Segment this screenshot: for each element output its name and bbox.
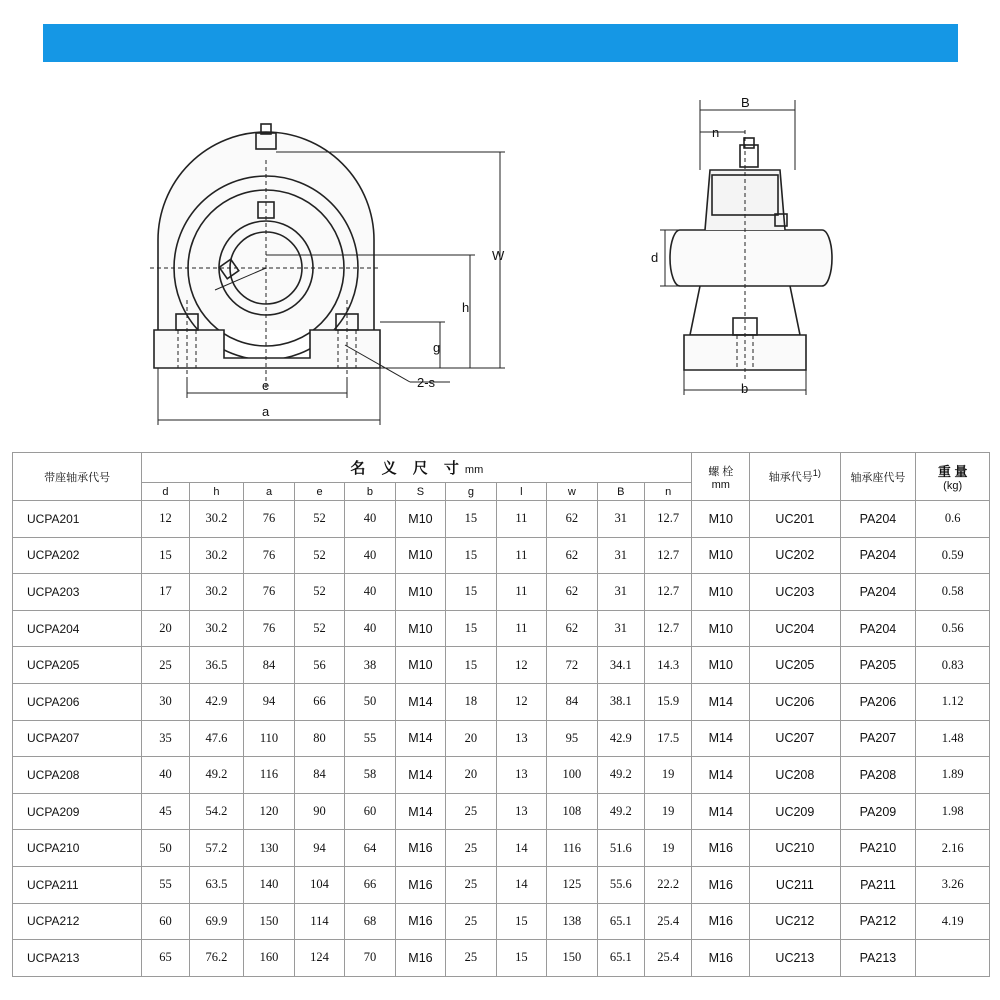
cell-w: 84 bbox=[547, 683, 597, 720]
cell-bolt: M16 bbox=[692, 940, 750, 977]
cell-weight: 1.12 bbox=[916, 683, 990, 720]
cell-h: 63.5 bbox=[189, 866, 244, 903]
cell-l: 11 bbox=[496, 537, 546, 574]
cell-weight: 0.58 bbox=[916, 574, 990, 611]
cell-g: 15 bbox=[446, 537, 496, 574]
cell-model: UCPA211 bbox=[13, 866, 142, 903]
cell-b: 40 bbox=[345, 537, 395, 574]
table-row bbox=[13, 793, 990, 830]
cell-n: 12.7 bbox=[644, 537, 691, 574]
cell-a: 76 bbox=[244, 501, 294, 538]
cell-weight: 1.48 bbox=[916, 720, 990, 757]
cell-s: M10 bbox=[395, 610, 445, 647]
header-weight-label: 重 量 bbox=[937, 464, 968, 479]
cell-s: M16 bbox=[395, 903, 445, 940]
cell-d: 15 bbox=[142, 537, 189, 574]
cell-b: 38.1 bbox=[597, 683, 644, 720]
cell-model: UCPA213 bbox=[13, 940, 142, 977]
cell-l: 15 bbox=[496, 903, 546, 940]
cell-w: 72 bbox=[547, 647, 597, 684]
cell-bearing: UC204 bbox=[750, 610, 840, 647]
cell-housing: PA204 bbox=[840, 501, 916, 538]
cell-b: 34.1 bbox=[597, 647, 644, 684]
cell-h: 69.9 bbox=[189, 903, 244, 940]
dim-label-2s: 2-s bbox=[417, 375, 436, 390]
cell-model: UCPA208 bbox=[13, 757, 142, 794]
cell-housing: PA204 bbox=[840, 610, 916, 647]
dim-header-B: B bbox=[597, 483, 644, 501]
cell-g: 20 bbox=[446, 720, 496, 757]
cell-bearing: UC205 bbox=[750, 647, 840, 684]
cell-bearing: UC207 bbox=[750, 720, 840, 757]
cell-housing: PA205 bbox=[840, 647, 916, 684]
cell-e: 94 bbox=[294, 830, 344, 867]
cell-housing: PA213 bbox=[840, 940, 916, 977]
cell-n: 12.7 bbox=[644, 501, 691, 538]
cell-b: 31 bbox=[597, 574, 644, 611]
cell-s: M14 bbox=[395, 720, 445, 757]
cell-bolt: M10 bbox=[692, 647, 750, 684]
cell-b: 65.1 bbox=[597, 903, 644, 940]
front-view-drawing bbox=[0, 90, 560, 435]
cell-housing: PA210 bbox=[840, 830, 916, 867]
table-row bbox=[13, 683, 990, 720]
cell-model: UCPA207 bbox=[13, 720, 142, 757]
cell-bearing: UC202 bbox=[750, 537, 840, 574]
cell-e: 52 bbox=[294, 537, 344, 574]
cell-model: UCPA210 bbox=[13, 830, 142, 867]
cell-a: 76 bbox=[244, 610, 294, 647]
cell-a: 160 bbox=[244, 940, 294, 977]
cell-a: 130 bbox=[244, 830, 294, 867]
cell-a: 140 bbox=[244, 866, 294, 903]
cell-b: 55.6 bbox=[597, 866, 644, 903]
cell-g: 15 bbox=[446, 610, 496, 647]
cell-b: 51.6 bbox=[597, 830, 644, 867]
cell-g: 25 bbox=[446, 866, 496, 903]
table-row bbox=[13, 866, 990, 903]
cell-weight: 0.56 bbox=[916, 610, 990, 647]
cell-l: 13 bbox=[496, 793, 546, 830]
cell-bolt: M10 bbox=[692, 574, 750, 611]
table-row bbox=[13, 647, 990, 684]
cell-bolt: M14 bbox=[692, 683, 750, 720]
cell-h: 30.2 bbox=[189, 501, 244, 538]
cell-n: 12.7 bbox=[644, 610, 691, 647]
cell-e: 114 bbox=[294, 903, 344, 940]
cell-b: 58 bbox=[345, 757, 395, 794]
cell-housing: PA204 bbox=[840, 574, 916, 611]
table-row bbox=[13, 757, 990, 794]
cell-bolt: M14 bbox=[692, 757, 750, 794]
cell-w: 62 bbox=[547, 610, 597, 647]
cell-h: 42.9 bbox=[189, 683, 244, 720]
dim-header-e: e bbox=[294, 483, 344, 501]
cell-b: 42.9 bbox=[597, 720, 644, 757]
cell-model: UCPA203 bbox=[13, 574, 142, 611]
cell-e: 84 bbox=[294, 757, 344, 794]
table-row bbox=[13, 610, 990, 647]
cell-n: 17.5 bbox=[644, 720, 691, 757]
cell-d: 17 bbox=[142, 574, 189, 611]
cell-w: 100 bbox=[547, 757, 597, 794]
table-row bbox=[13, 830, 990, 867]
cell-bearing: UC206 bbox=[750, 683, 840, 720]
cell-d: 50 bbox=[142, 830, 189, 867]
header-nominal-title: 名 义 尺 寸 bbox=[350, 460, 465, 477]
cell-b: 40 bbox=[345, 574, 395, 611]
cell-bolt: M10 bbox=[692, 537, 750, 574]
cell-housing: PA206 bbox=[840, 683, 916, 720]
cell-b: 50 bbox=[345, 683, 395, 720]
cell-s: M10 bbox=[395, 574, 445, 611]
cell-s: M16 bbox=[395, 866, 445, 903]
cell-a: 76 bbox=[244, 537, 294, 574]
table-row bbox=[13, 501, 990, 538]
cell-n: 19 bbox=[644, 757, 691, 794]
dim-header-l: l bbox=[496, 483, 546, 501]
cell-l: 12 bbox=[496, 683, 546, 720]
cell-e: 52 bbox=[294, 501, 344, 538]
cell-h: 30.2 bbox=[189, 574, 244, 611]
dim-label-d: d bbox=[651, 250, 659, 265]
cell-weight: 0.59 bbox=[916, 537, 990, 574]
cell-b: 66 bbox=[345, 866, 395, 903]
header-bolt-unit: mm bbox=[711, 478, 730, 491]
cell-housing: PA209 bbox=[840, 793, 916, 830]
dim-header-w: w bbox=[547, 483, 597, 501]
cell-b: 60 bbox=[345, 793, 395, 830]
cell-b: 70 bbox=[345, 940, 395, 977]
cell-l: 11 bbox=[496, 610, 546, 647]
cell-e: 56 bbox=[294, 647, 344, 684]
cell-d: 65 bbox=[142, 940, 189, 977]
cell-b: 65.1 bbox=[597, 940, 644, 977]
spec-table bbox=[12, 452, 990, 977]
cell-a: 94 bbox=[244, 683, 294, 720]
cell-h: 30.2 bbox=[189, 610, 244, 647]
cell-weight: 3.26 bbox=[916, 866, 990, 903]
cell-n: 19 bbox=[644, 793, 691, 830]
cell-b: 49.2 bbox=[597, 757, 644, 794]
cell-l: 11 bbox=[496, 501, 546, 538]
cell-g: 25 bbox=[446, 903, 496, 940]
cell-h: 47.6 bbox=[189, 720, 244, 757]
cell-b: 31 bbox=[597, 501, 644, 538]
cell-n: 25.4 bbox=[644, 903, 691, 940]
cell-g: 25 bbox=[446, 793, 496, 830]
cell-bearing: UC212 bbox=[750, 903, 840, 940]
cell-g: 18 bbox=[446, 683, 496, 720]
cell-bearing: UC208 bbox=[750, 757, 840, 794]
cell-g: 25 bbox=[446, 830, 496, 867]
cell-s: M10 bbox=[395, 501, 445, 538]
cell-g: 15 bbox=[446, 647, 496, 684]
dim-header-a: a bbox=[244, 483, 294, 501]
cell-b: 64 bbox=[345, 830, 395, 867]
cell-h: 30.2 bbox=[189, 537, 244, 574]
cell-w: 95 bbox=[547, 720, 597, 757]
cell-model: UCPA201 bbox=[13, 501, 142, 538]
table-row bbox=[13, 574, 990, 611]
cell-weight: 0.6 bbox=[916, 501, 990, 538]
cell-s: M16 bbox=[395, 940, 445, 977]
table-row bbox=[13, 720, 990, 757]
dim-header-d: d bbox=[142, 483, 189, 501]
table-row bbox=[13, 940, 990, 977]
cell-weight: 1.89 bbox=[916, 757, 990, 794]
cell-a: 120 bbox=[244, 793, 294, 830]
cell-w: 125 bbox=[547, 866, 597, 903]
cell-l: 13 bbox=[496, 757, 546, 794]
cell-d: 30 bbox=[142, 683, 189, 720]
cell-bolt: M14 bbox=[692, 720, 750, 757]
cell-n: 15.9 bbox=[644, 683, 691, 720]
cell-h: 49.2 bbox=[189, 757, 244, 794]
cell-w: 62 bbox=[547, 574, 597, 611]
table-body bbox=[13, 501, 990, 977]
cell-e: 52 bbox=[294, 610, 344, 647]
cell-d: 12 bbox=[142, 501, 189, 538]
header-banner bbox=[43, 24, 958, 62]
cell-e: 124 bbox=[294, 940, 344, 977]
cell-bearing: UC203 bbox=[750, 574, 840, 611]
cell-model: UCPA206 bbox=[13, 683, 142, 720]
cell-b: 40 bbox=[345, 610, 395, 647]
cell-l: 14 bbox=[496, 830, 546, 867]
dim-label-g: g bbox=[433, 340, 441, 355]
cell-model: UCPA205 bbox=[13, 647, 142, 684]
cell-a: 116 bbox=[244, 757, 294, 794]
cell-w: 116 bbox=[547, 830, 597, 867]
cell-bearing: UC209 bbox=[750, 793, 840, 830]
cell-l: 13 bbox=[496, 720, 546, 757]
cell-s: M14 bbox=[395, 757, 445, 794]
header-weight bbox=[916, 453, 990, 501]
cell-bearing: UC201 bbox=[750, 501, 840, 538]
cell-housing: PA207 bbox=[840, 720, 916, 757]
cell-s: M10 bbox=[395, 537, 445, 574]
cell-weight bbox=[916, 940, 990, 977]
cell-d: 25 bbox=[142, 647, 189, 684]
cell-s: M16 bbox=[395, 830, 445, 867]
cell-g: 20 bbox=[446, 757, 496, 794]
cell-n: 22.2 bbox=[644, 866, 691, 903]
dim-label-n: n bbox=[712, 125, 720, 140]
cell-n: 19 bbox=[644, 830, 691, 867]
cell-e: 66 bbox=[294, 683, 344, 720]
header-bearing-label: 轴承代号 bbox=[768, 471, 813, 484]
cell-bearing: UC210 bbox=[750, 830, 840, 867]
cell-g: 15 bbox=[446, 574, 496, 611]
cell-e: 104 bbox=[294, 866, 344, 903]
cell-weight: 2.16 bbox=[916, 830, 990, 867]
table-row bbox=[13, 903, 990, 940]
header-bolt bbox=[692, 453, 750, 501]
cell-bearing: UC213 bbox=[750, 940, 840, 977]
cell-w: 62 bbox=[547, 537, 597, 574]
cell-b: 49.2 bbox=[597, 793, 644, 830]
header-nominal-dimensions bbox=[142, 453, 692, 483]
cell-n: 14.3 bbox=[644, 647, 691, 684]
cell-bearing: UC211 bbox=[750, 866, 840, 903]
cell-bolt: M16 bbox=[692, 903, 750, 940]
cell-bolt: M16 bbox=[692, 866, 750, 903]
cell-w: 150 bbox=[547, 940, 597, 977]
dim-label-a: a bbox=[262, 404, 270, 419]
cell-d: 40 bbox=[142, 757, 189, 794]
cell-bolt: M16 bbox=[692, 830, 750, 867]
dim-label-h: h bbox=[462, 300, 470, 315]
cell-s: M10 bbox=[395, 647, 445, 684]
cell-housing: PA208 bbox=[840, 757, 916, 794]
cell-n: 12.7 bbox=[644, 574, 691, 611]
cell-d: 60 bbox=[142, 903, 189, 940]
header-bolt-label: 螺 栓 bbox=[708, 465, 734, 478]
cell-d: 20 bbox=[142, 610, 189, 647]
dim-label-b: b bbox=[741, 381, 749, 396]
cell-b: 31 bbox=[597, 610, 644, 647]
cell-model: UCPA212 bbox=[13, 903, 142, 940]
header-bearing-sup: 1) bbox=[812, 468, 821, 479]
cell-d: 35 bbox=[142, 720, 189, 757]
cell-housing: PA204 bbox=[840, 537, 916, 574]
cell-a: 150 bbox=[244, 903, 294, 940]
cell-housing: PA212 bbox=[840, 903, 916, 940]
cell-model: UCPA209 bbox=[13, 793, 142, 830]
dim-header-h: h bbox=[189, 483, 244, 501]
cell-weight: 1.98 bbox=[916, 793, 990, 830]
cell-l: 12 bbox=[496, 647, 546, 684]
cell-g: 25 bbox=[446, 940, 496, 977]
cell-d: 55 bbox=[142, 866, 189, 903]
cell-b: 55 bbox=[345, 720, 395, 757]
cell-a: 84 bbox=[244, 647, 294, 684]
cell-e: 80 bbox=[294, 720, 344, 757]
cell-s: M14 bbox=[395, 793, 445, 830]
cell-model: UCPA204 bbox=[13, 610, 142, 647]
dim-label-e: e bbox=[262, 378, 270, 393]
cell-l: 14 bbox=[496, 866, 546, 903]
dim-header-b: b bbox=[345, 483, 395, 501]
cell-h: 57.2 bbox=[189, 830, 244, 867]
cell-bolt: M14 bbox=[692, 793, 750, 830]
cell-n: 25.4 bbox=[644, 940, 691, 977]
dim-label-B: B bbox=[741, 95, 750, 110]
header-model: 带座轴承代号 bbox=[13, 453, 142, 501]
cell-b: 38 bbox=[345, 647, 395, 684]
cell-e: 90 bbox=[294, 793, 344, 830]
cell-h: 76.2 bbox=[189, 940, 244, 977]
cell-bolt: M10 bbox=[692, 610, 750, 647]
dim-header-S: S bbox=[395, 483, 445, 501]
cell-weight: 0.83 bbox=[916, 647, 990, 684]
dim-label-W: W bbox=[492, 248, 505, 263]
cell-b: 40 bbox=[345, 501, 395, 538]
cell-d: 45 bbox=[142, 793, 189, 830]
table-row bbox=[13, 537, 990, 574]
cell-housing: PA211 bbox=[840, 866, 916, 903]
header-bearing bbox=[750, 453, 840, 501]
cell-w: 138 bbox=[547, 903, 597, 940]
cell-model: UCPA202 bbox=[13, 537, 142, 574]
cell-b: 31 bbox=[597, 537, 644, 574]
cell-bolt: M10 bbox=[692, 501, 750, 538]
cell-l: 15 bbox=[496, 940, 546, 977]
cell-b: 68 bbox=[345, 903, 395, 940]
cell-weight: 4.19 bbox=[916, 903, 990, 940]
cell-a: 76 bbox=[244, 574, 294, 611]
cell-w: 62 bbox=[547, 501, 597, 538]
cell-h: 36.5 bbox=[189, 647, 244, 684]
cell-a: 110 bbox=[244, 720, 294, 757]
header-housing: 轴承座代号 bbox=[840, 453, 916, 501]
cell-s: M14 bbox=[395, 683, 445, 720]
header-weight-unit: (kg) bbox=[943, 480, 963, 492]
dim-header-g: g bbox=[446, 483, 496, 501]
cell-g: 15 bbox=[446, 501, 496, 538]
header-nominal-unit: mm bbox=[464, 464, 484, 476]
dim-header-n: n bbox=[644, 483, 691, 501]
cell-l: 11 bbox=[496, 574, 546, 611]
cell-h: 54.2 bbox=[189, 793, 244, 830]
cell-w: 108 bbox=[547, 793, 597, 830]
cell-e: 52 bbox=[294, 574, 344, 611]
